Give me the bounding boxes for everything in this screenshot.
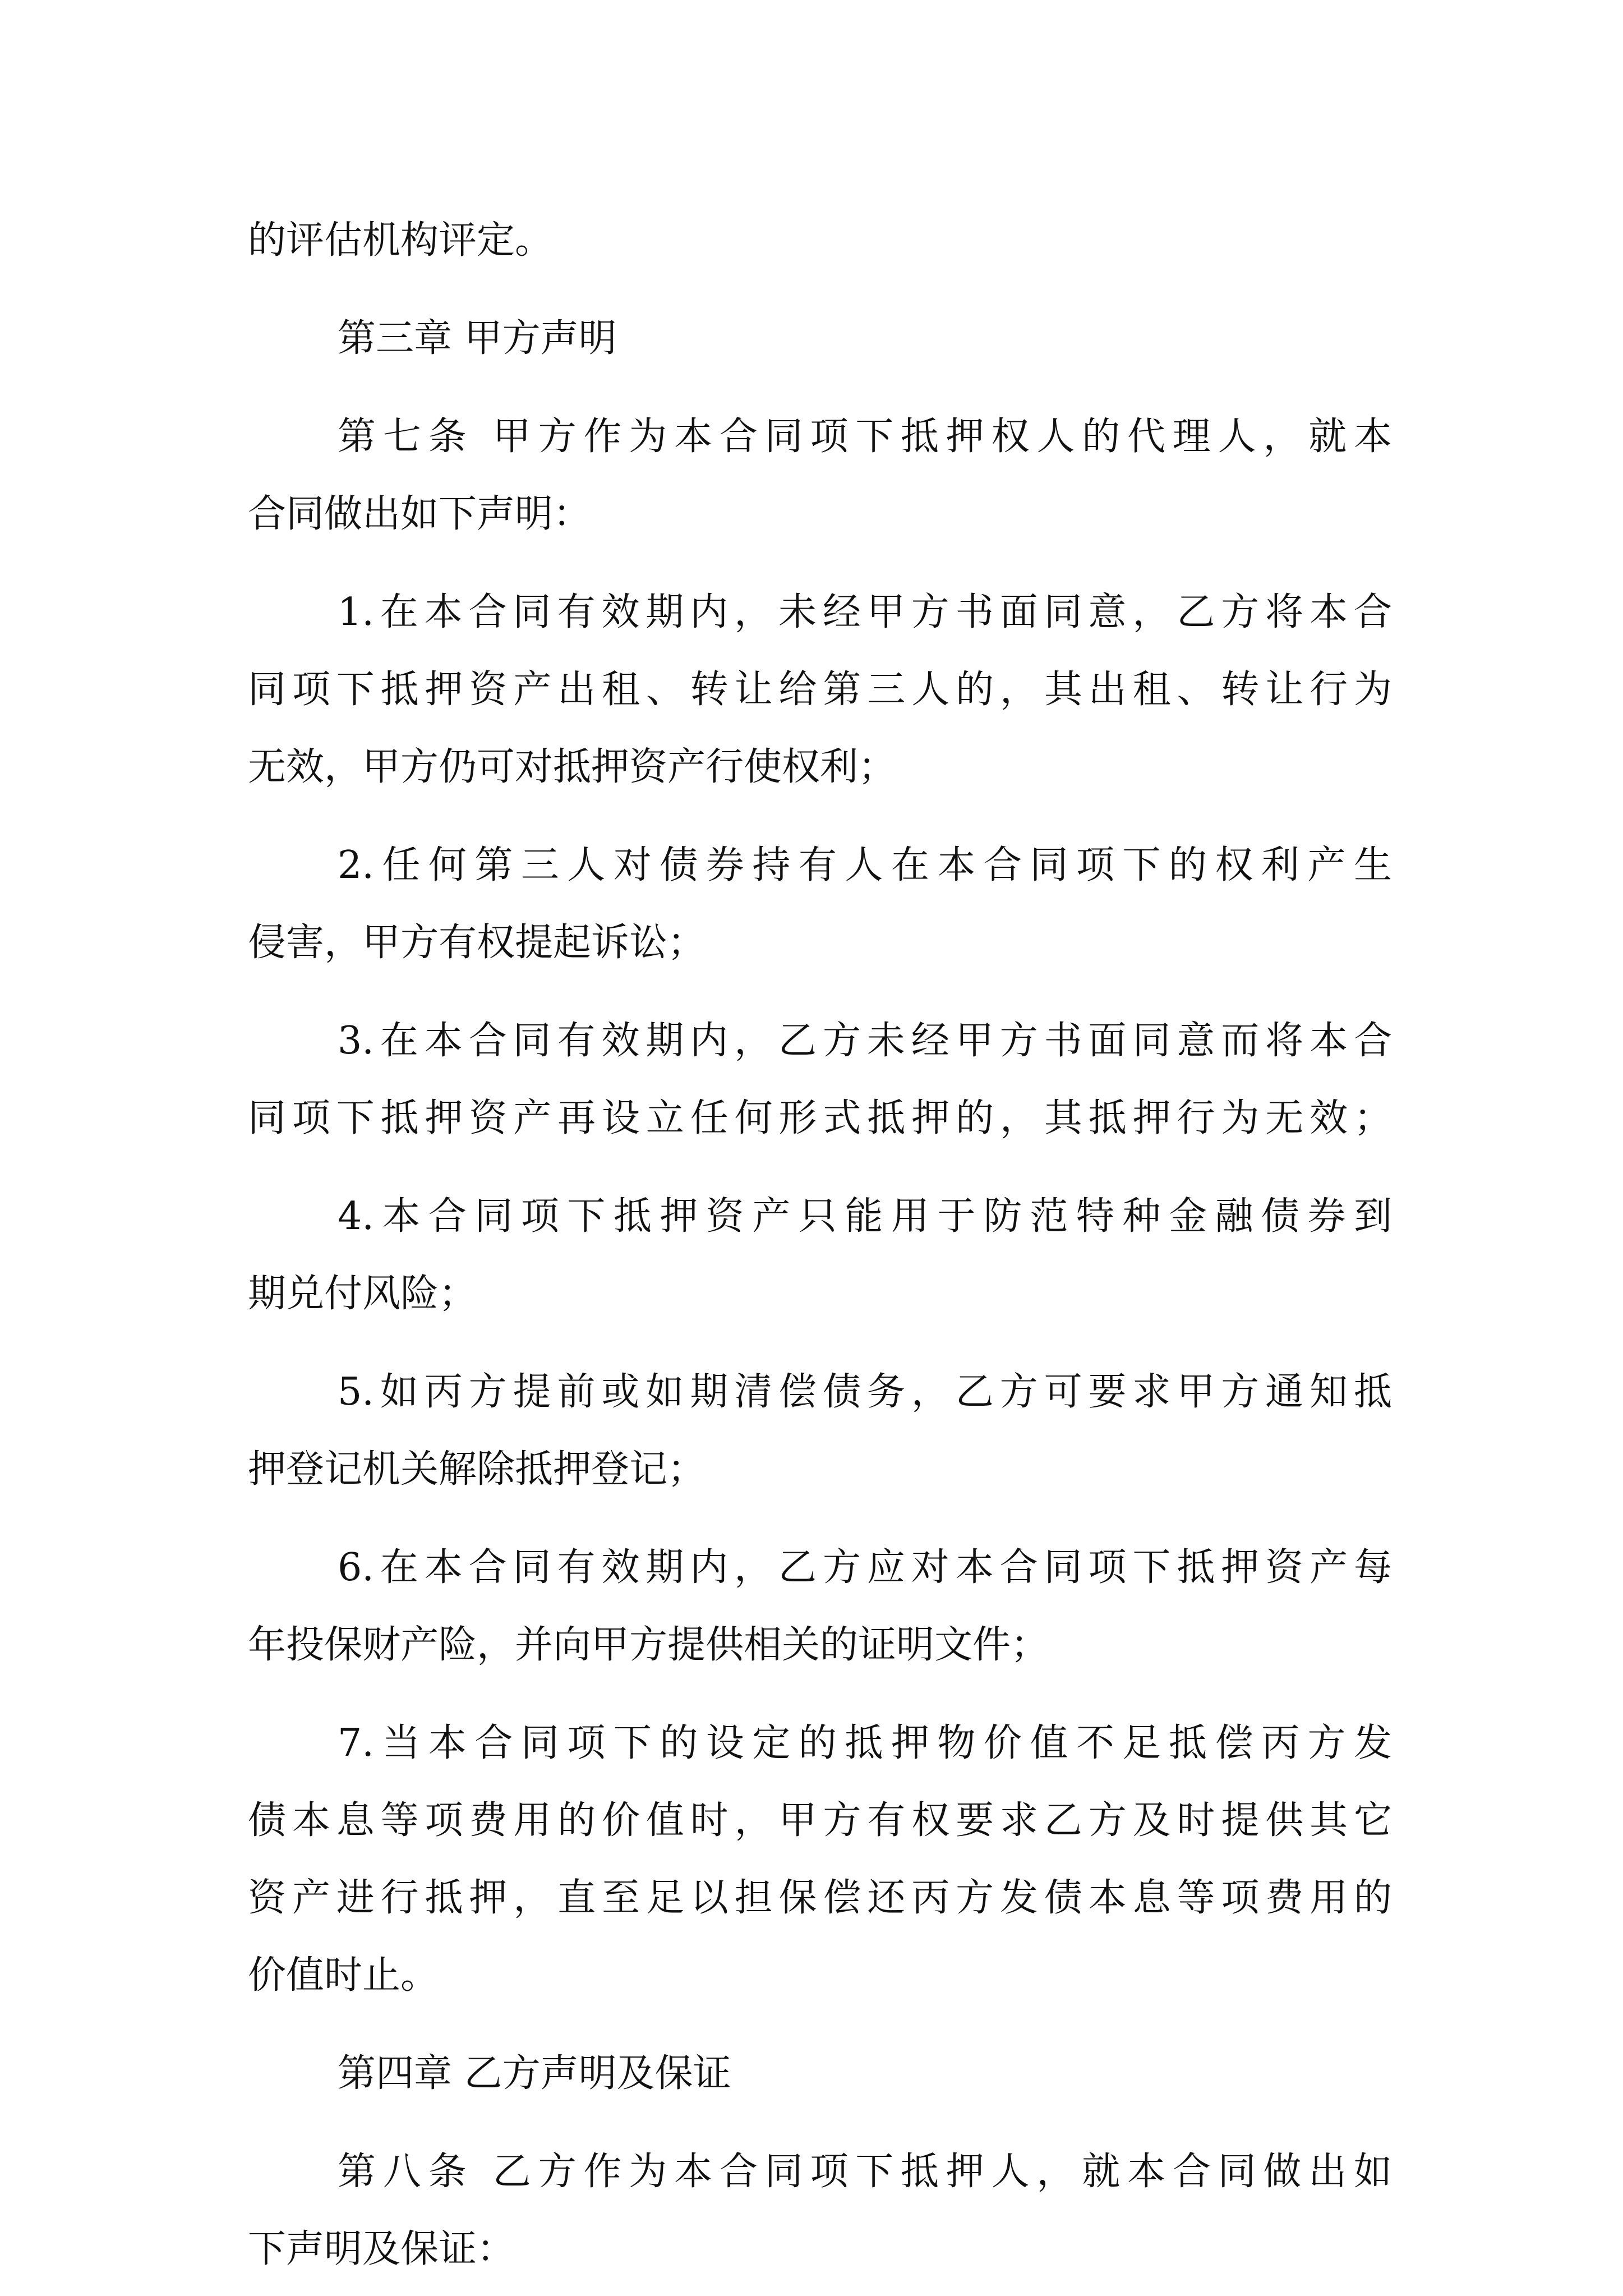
list-item-line: 4.本合同项下抵押资产只能用于防范特种金融债券到: [338, 1194, 1392, 1239]
text-line: 的评估机构评定。: [248, 218, 554, 263]
chapter-heading: 第三章 甲方声明: [338, 316, 617, 361]
text-line: 合同做出如下声明：: [248, 492, 592, 536]
list-item-line: 7.当本合同项下的设定的抵押物价值不足抵偿丙方发: [338, 1721, 1392, 1765]
list-item-line: 5.如丙方提前或如期清偿债务，乙方可要求甲方通知抵: [338, 1370, 1392, 1414]
text-line: 价值时止。: [248, 1953, 439, 1998]
text-line: 年投保财产险，并向甲方提供相关的证明文件；: [248, 1623, 1049, 1667]
text-line: 期兑付风险；: [248, 1272, 477, 1316]
text-line: 同项下抵押资产出租、转让给第三人的，其出租、转让行为: [248, 668, 1392, 712]
text-line: 押登记机关解除抵押登记；: [248, 1447, 706, 1492]
article-line: 第八条 乙方作为本合同项下抵押人，就本合同做出如: [338, 2150, 1392, 2194]
chapter-heading: 第四章 乙方声明及保证: [338, 2051, 731, 2096]
text-line: 债本息等项费用的价值时，甲方有权要求乙方及时提供其它: [248, 1798, 1392, 1843]
text-line: 下声明及保证：: [248, 2227, 515, 2271]
text-line: 侵害，甲方有权提起诉讼；: [248, 921, 706, 965]
list-item-line: 1.在本合同有效期内，未经甲方书面同意，乙方将本合: [338, 590, 1392, 634]
list-item-line: 3.在本合同有效期内，乙方未经甲方书面同意而将本合: [338, 1019, 1392, 1063]
text-line: 同项下抵押资产再设立任何形式抵押的，其抵押行为无效；: [248, 1096, 1392, 1140]
list-item-line: 6.在本合同有效期内，乙方应对本合同项下抵押资产每: [338, 1545, 1392, 1590]
text-line: 资产进行抵押，直至足以担保偿还丙方发债本息等项费用的: [248, 1876, 1392, 1920]
list-item-line: 2.任何第三人对债券持有人在本合同项下的权利产生: [338, 843, 1392, 887]
article-line: 第七条 甲方作为本合同项下抵押权人的代理人，就本: [338, 415, 1392, 459]
text-line: 无效，甲方仍可对抵押资产行使权利；: [248, 745, 897, 789]
document-body: [248, 202, 1392, 2288]
